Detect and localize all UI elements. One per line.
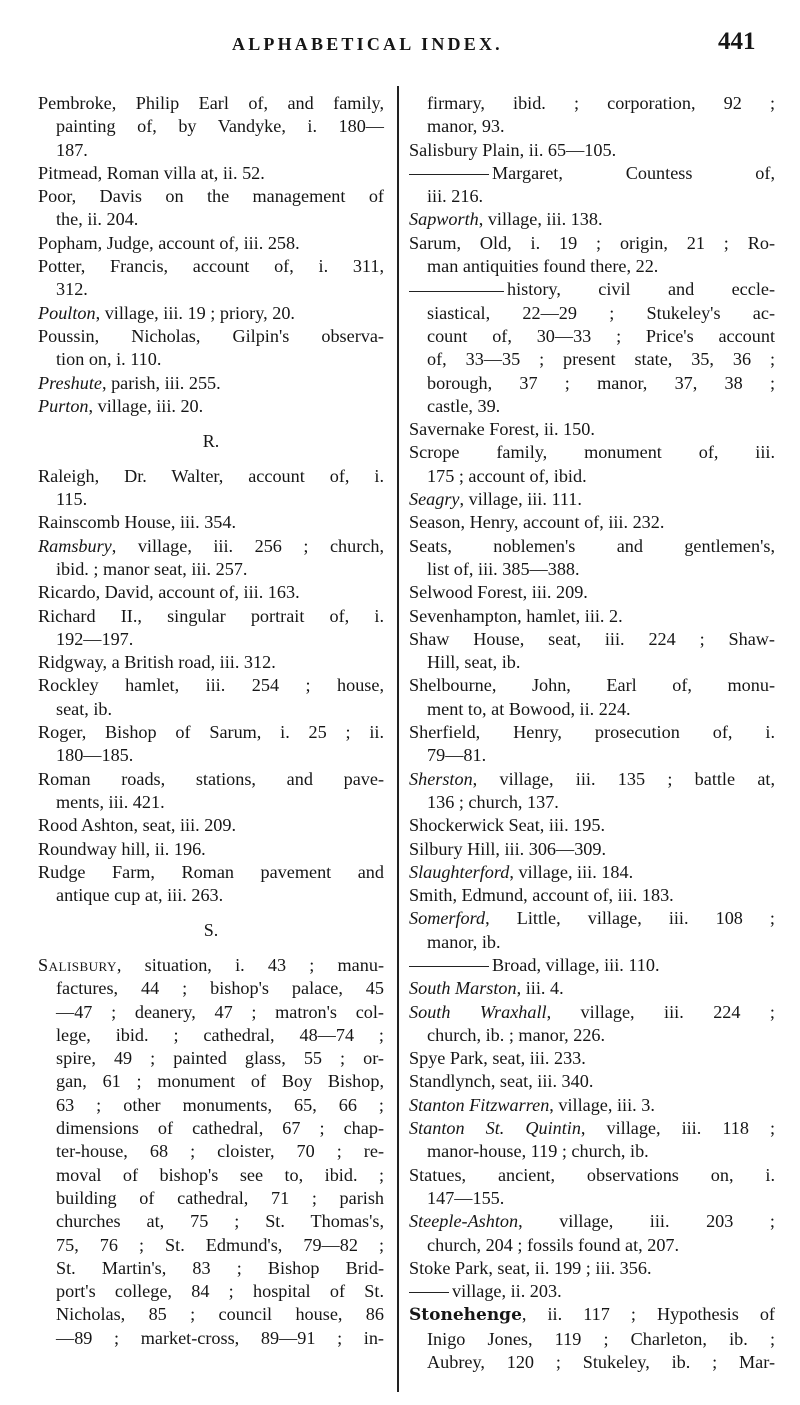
index-entry: [409, 278, 775, 418]
entry-line: [409, 372, 775, 395]
entry-text: Standlynch, seat, iii. 340.: [409, 1071, 594, 1092]
entry-text: Potter, Francis, account of, i. 311,: [38, 256, 384, 277]
entry-text: , village, iii. 256 ; church,: [111, 535, 384, 556]
index-entry: [409, 1047, 775, 1070]
entry-line: [409, 791, 775, 814]
index-entry: [38, 162, 384, 185]
entry-text: Inigo Jones, 119 ; Charleton, ib. ;: [427, 1328, 775, 1349]
entry-text: Rockley hamlet, iii. 254 ; house,: [38, 675, 384, 696]
entry-line: [409, 1047, 775, 1070]
index-entry: [409, 92, 775, 139]
entry-text: painting of, by Vandyke, i. 180—: [56, 116, 384, 137]
entry-line: [409, 861, 775, 884]
index-entry: [409, 418, 775, 441]
entry-heading: Stanton St. Quintin: [409, 1118, 581, 1139]
entry-line: [409, 651, 775, 674]
index-entry: [409, 1257, 775, 1280]
entry-text: , village, iii. 224 ;: [546, 1001, 775, 1022]
entry-text: , parish, iii. 255.: [101, 372, 221, 393]
index-entry: [409, 162, 775, 209]
entry-line: [38, 395, 384, 418]
entry-line: [409, 698, 775, 721]
entry-line: [38, 861, 384, 884]
entry-line: [38, 325, 384, 348]
entry-line: [38, 884, 384, 907]
entry-text: Savernake Forest, ii. 150.: [409, 419, 595, 440]
entry-text: village, ii. 203.: [452, 1281, 562, 1302]
entry-line: [409, 1164, 775, 1187]
entry-line: [409, 441, 775, 464]
index-entry: [409, 884, 775, 907]
entry-line: [409, 1257, 775, 1280]
ditto-dash: [409, 291, 504, 292]
entry-line: [409, 744, 775, 767]
entry-line: [38, 744, 384, 767]
entry-text: castle, 39.: [427, 395, 501, 416]
entry-text: , village, iii. 184.: [509, 861, 634, 882]
entry-heading: Poulton: [38, 302, 96, 323]
index-entry: [409, 721, 775, 768]
entry-line: [38, 1117, 384, 1140]
entry-line: [409, 418, 775, 441]
entry-text: gan, 61 ; monument of Boy Bishop,: [56, 1071, 384, 1092]
index-entry: [409, 907, 775, 954]
ditto-dash: [409, 966, 489, 967]
entry-line: [409, 768, 775, 791]
entry-text: Pitmead, Roman villa at, ii. 52.: [38, 162, 265, 183]
entry-line: [409, 954, 775, 977]
entry-line: [409, 1210, 775, 1233]
entry-text: Sarum, Old, i. 19 ; origin, 21 ; Ro-: [409, 232, 775, 253]
entry-line: [409, 558, 775, 581]
entry-text: Selwood Forest, iii. 209.: [409, 582, 588, 603]
entry-line: [409, 1094, 775, 1117]
entry-text: Broad, village, iii. 110.: [492, 954, 660, 975]
index-entry: [38, 605, 384, 652]
entry-text: Ricardo, David, account of, iii. 163.: [38, 582, 300, 603]
entry-line: [409, 325, 775, 348]
index-entry: [38, 185, 384, 232]
index-entry: [409, 1001, 775, 1048]
entry-text: the, ii. 204.: [56, 209, 139, 230]
entry-text: Shockerwick Seat, iii. 195.: [409, 815, 605, 836]
entry-line: [38, 511, 384, 534]
entry-text: 192—197.: [56, 628, 134, 649]
entry-line: [38, 1047, 384, 1070]
entry-heading: Steeple-Ashton: [409, 1211, 519, 1232]
entry-text: firmary, ibid. ; corporation, 92 ;: [427, 93, 775, 113]
entry-text: seat, ib.: [56, 698, 113, 719]
entry-line: [38, 1024, 384, 1047]
entry-line: [409, 535, 775, 558]
entry-text: St. Martin's, 83 ; Bishop Brid-: [56, 1257, 384, 1278]
entry-line: [409, 884, 775, 907]
entry-text: Sherfield, Henry, prosecution of, i.: [409, 722, 775, 743]
index-entry: [38, 814, 384, 837]
entry-heading: Ramsbury: [38, 535, 112, 556]
entry-line: [38, 1070, 384, 1093]
entry-line: [409, 185, 775, 208]
entry-text: 147—155.: [427, 1187, 505, 1208]
index-entry: [38, 255, 384, 302]
section-letter: S.: [203, 920, 219, 941]
entry-line: [409, 162, 775, 185]
entry-line: [38, 581, 384, 604]
index-entry: [409, 511, 775, 534]
entry-line: [409, 348, 775, 371]
index-entry: [38, 954, 384, 1350]
entry-text: , village, iii. 111.: [459, 489, 582, 510]
entry-line: [38, 977, 384, 1000]
entry-text: Nicholas, 85 ; council house, 86: [56, 1304, 384, 1325]
entry-line: [38, 208, 384, 231]
entry-line: [409, 1117, 775, 1140]
index-left-column: [38, 92, 384, 1350]
index-entry: [38, 511, 384, 534]
entry-text: lege, ibid. ; cathedral, 48—74 ;: [56, 1024, 384, 1045]
entry-line: [38, 698, 384, 721]
index-entry: [409, 838, 775, 861]
index-entry: [409, 814, 775, 837]
index-entry: [38, 721, 384, 768]
entry-line: [409, 92, 775, 115]
entry-text: man antiquities found there, 22.: [427, 256, 659, 277]
entry-line: [409, 1234, 775, 1257]
entry-text: Ridgway, a British road, iii. 312.: [38, 652, 276, 673]
entry-text: Stoke Park, seat, ii. 199 ; iii. 356.: [409, 1257, 652, 1278]
entry-line: [409, 232, 775, 255]
entry-line: [409, 278, 775, 301]
ditto-dash: [409, 1292, 449, 1293]
entry-text: Seats, noblemen's and gentlemen's,: [409, 535, 775, 556]
entry-text: 79—81.: [427, 745, 487, 766]
entry-line: [409, 674, 775, 697]
page-number: 441: [718, 28, 756, 55]
index-entry: [409, 605, 775, 628]
entry-line: [409, 1024, 775, 1047]
entry-line: [409, 395, 775, 418]
entry-line: [38, 814, 384, 837]
entry-line: [409, 1187, 775, 1210]
entry-heading: Sherston: [409, 768, 473, 789]
entry-line: [38, 92, 384, 115]
index-entry: [409, 768, 775, 815]
entry-line: [38, 139, 384, 162]
entry-line: [409, 605, 775, 628]
index-entry: [38, 651, 384, 674]
entry-text: ter-house, 68 ; cloister, 70 ; re-: [56, 1141, 384, 1162]
entry-line: [409, 1001, 775, 1024]
index-entry: [38, 372, 384, 395]
entry-line: [409, 465, 775, 488]
entry-text: , village, iii. 203 ;: [518, 1211, 775, 1232]
entry-line: [38, 488, 384, 511]
entry-text: Hill, seat, ib.: [427, 652, 521, 673]
index-entry: [38, 768, 384, 815]
entry-text: building of cathedral, 71 ; parish: [56, 1187, 384, 1208]
entry-text: Shaw House, seat, iii. 224 ; Shaw-: [409, 628, 775, 649]
entry-text: , Little, village, iii. 108 ;: [485, 908, 775, 929]
entry-text: ibid. ; manor seat, iii. 257.: [56, 558, 248, 579]
entry-line: [409, 814, 775, 837]
entry-text: 187.: [56, 139, 88, 160]
entry-text: manor, 93.: [427, 116, 505, 137]
entry-line: [409, 488, 775, 511]
entry-text: churches at, 75 ; St. Thomas's,: [56, 1211, 384, 1232]
entry-text: —89 ; market-cross, 89—91 ; in-: [56, 1327, 384, 1348]
entry-text: spire, 49 ; painted glass, 55 ; or-: [56, 1048, 384, 1069]
entry-text: Richard II., singular portrait of, i.: [38, 605, 384, 626]
entry-line: [38, 791, 384, 814]
entry-line: [38, 278, 384, 301]
entry-line: [38, 838, 384, 861]
entry-text: 115.: [56, 489, 88, 510]
entry-heading: Stonehenge: [409, 1305, 522, 1326]
index-entry: [409, 1094, 775, 1117]
index-entry: [38, 232, 384, 255]
entry-line: [409, 581, 775, 604]
index-right-column: [409, 92, 775, 1374]
index-entry: [409, 977, 775, 1000]
entry-text: antique cup at, iii. 263.: [56, 885, 224, 906]
entry-line: [38, 1140, 384, 1163]
running-head: [0, 30, 800, 60]
entry-text: , village, iii. 20.: [88, 395, 204, 416]
entry-text: , village, iii. 138.: [478, 209, 603, 230]
entry-text: Pembroke, Philip Earl of, and family,: [38, 93, 384, 113]
entry-line: [38, 721, 384, 744]
index-entry: [409, 208, 775, 231]
entry-line: [38, 628, 384, 651]
entry-text: Raleigh, Dr. Walter, account of, i.: [38, 465, 384, 486]
entry-line: [38, 348, 384, 371]
entry-text: 136 ; church, 137.: [427, 791, 559, 812]
entry-text: Aubrey, 120 ; Stukeley, ib. ; Mar-: [427, 1352, 775, 1373]
index-entry: [409, 139, 775, 162]
index-entry: [38, 302, 384, 325]
column-divider: [397, 86, 399, 1392]
entry-text: Poussin, Nicholas, Gilpin's observa-: [38, 325, 384, 346]
entry-text: ment to, at Bowood, ii. 224.: [427, 698, 631, 719]
index-entry: [409, 1164, 775, 1211]
entry-text: Season, Henry, account of, iii. 232.: [409, 512, 665, 533]
entry-text: Statues, ancient, observations on, i.: [409, 1164, 775, 1185]
index-entry: [38, 395, 384, 418]
entry-line: [409, 628, 775, 651]
entry-line: [409, 139, 775, 162]
entry-line: [409, 511, 775, 534]
index-entry: [38, 861, 384, 908]
entry-line: [38, 185, 384, 208]
entry-text: Sevenhampton, hamlet, iii. 2.: [409, 605, 623, 626]
entry-line: [409, 1070, 775, 1093]
entry-line: [409, 1351, 775, 1374]
index-entry: [38, 674, 384, 721]
entry-heading: Purton: [38, 395, 89, 416]
entry-text: Scrope family, monument of, iii.: [409, 442, 775, 463]
entry-text: Salisbury Plain, ii. 65—105.: [409, 139, 617, 160]
entry-text: Spye Park, seat, iii. 233.: [409, 1048, 586, 1069]
entry-line: [38, 768, 384, 791]
entry-line: [409, 255, 775, 278]
index-entry: [409, 1117, 775, 1164]
index-entry: [409, 1070, 775, 1093]
entry-line: [38, 1234, 384, 1257]
entry-text: of, 33—35 ; present state, 35, 36 ;: [427, 349, 775, 370]
entry-heading: Seagry: [409, 489, 460, 510]
entry-line: [38, 558, 384, 581]
entry-text: port's college, 84 ; hospital of St.: [56, 1281, 384, 1302]
entry-text: Rainscomb House, iii. 354.: [38, 512, 237, 533]
entry-line: [38, 372, 384, 395]
entry-text: siastical, 22—29 ; Stukeley's ac-: [427, 302, 775, 323]
entry-line: [409, 115, 775, 138]
entry-line: [38, 465, 384, 488]
entry-heading: Slaughterford: [409, 861, 510, 882]
entry-text: , village, iii. 3.: [549, 1094, 655, 1115]
ditto-dash: [409, 174, 489, 175]
entry-line: [409, 302, 775, 325]
entry-line: [38, 302, 384, 325]
entry-text: Shelbourne, John, Earl of, monu-: [409, 675, 775, 696]
entry-text: , village, iii. 135 ; battle at,: [472, 768, 775, 789]
index-entry: [409, 954, 775, 977]
entry-text: Smith, Edmund, account of, iii. 183.: [409, 885, 674, 906]
index-entry: [38, 535, 384, 582]
entry-text: —47 ; deanery, 47 ; matron's col-: [56, 1001, 384, 1022]
index-entry: [409, 1210, 775, 1257]
entry-line: [38, 1094, 384, 1117]
index-entry: [409, 628, 775, 675]
entry-text: church, ib. ; manor, 226.: [427, 1024, 606, 1045]
entry-text: borough, 37 ; manor, 37, 38 ;: [427, 372, 775, 393]
section-letter: R.: [202, 431, 220, 452]
entry-line: [409, 1280, 775, 1303]
entry-heading: Salisbury: [38, 954, 117, 975]
entry-line: [38, 1001, 384, 1024]
entry-heading: Sapworth: [409, 209, 479, 230]
entry-text: tion on, i. 110.: [56, 349, 162, 370]
entry-text: Roundway hill, ii. 196.: [38, 838, 206, 859]
index-entry: [409, 581, 775, 604]
entry-text: church, 204 ; fossils found at, 207.: [427, 1234, 680, 1255]
entry-line: [38, 954, 384, 977]
entry-text: Rudge Farm, Roman pavement and: [38, 861, 384, 882]
entry-text: , iii. 4.: [516, 978, 564, 999]
entry-text: dimensions of cathedral, 67 ; chap-: [56, 1118, 384, 1139]
entry-text: manor, ib.: [427, 931, 501, 952]
entry-text: count of, 30—33 ; Price's account: [427, 325, 775, 346]
entry-line: [409, 977, 775, 1000]
entry-text: , village, iii. 19 ; priory, 20.: [95, 302, 295, 323]
entry-line: [409, 907, 775, 930]
entry-line: [38, 1257, 384, 1280]
running-head-title: ALPHABETICAL INDEX.: [232, 34, 503, 54]
entry-line: [38, 674, 384, 697]
entry-text: manor-house, 119 ; church, ib.: [427, 1141, 649, 1162]
index-entry: [38, 465, 384, 512]
entry-line: [38, 605, 384, 628]
entry-heading: Stanton Fitzwarren: [409, 1094, 550, 1115]
entry-line: [38, 232, 384, 255]
entry-line: [38, 1210, 384, 1233]
entry-text: Silbury Hill, iii. 306—309.: [409, 838, 607, 859]
entry-text: Popham, Judge, account of, iii. 258.: [38, 232, 300, 253]
entry-text: 63 ; other monuments, 65, 66 ;: [56, 1094, 384, 1115]
entry-text: list of, iii. 385—388.: [427, 558, 580, 579]
entry-line: [409, 1140, 775, 1163]
entry-text: 180—185.: [56, 745, 134, 766]
entry-line: [409, 208, 775, 231]
entry-text: Rood Ashton, seat, iii. 209.: [38, 815, 237, 836]
index-entry: [409, 535, 775, 582]
index-entry: [409, 674, 775, 721]
index-entry: [38, 92, 384, 162]
entry-line: [38, 1280, 384, 1303]
entry-text: 175 ; account of, ibid.: [427, 465, 587, 486]
index-entry: [409, 441, 775, 488]
entry-line: [409, 1303, 775, 1327]
entry-heading: Somerford: [409, 908, 486, 929]
entry-line: [38, 1327, 384, 1350]
index-entry: [409, 861, 775, 884]
index-entry: [409, 1303, 775, 1374]
entry-heading: South Wraxhall: [409, 1001, 547, 1022]
index-entry: [38, 325, 384, 372]
entry-text: ments, iii. 421.: [56, 791, 165, 812]
entry-line: [38, 162, 384, 185]
entry-heading: South Marston: [409, 978, 517, 999]
entry-text: , ii. 117 ; Hypothesis of: [521, 1304, 775, 1325]
entry-line: [409, 931, 775, 954]
index-entry: [38, 581, 384, 604]
index-entry: [409, 1280, 775, 1303]
entry-line: [38, 255, 384, 278]
entry-text: Poor, Davis on the management of: [38, 186, 384, 207]
entry-text: moval of bishop's see to, ibid. ;: [56, 1164, 384, 1185]
entry-line: [38, 115, 384, 138]
entry-line: [38, 1303, 384, 1326]
entry-text: 312.: [56, 279, 88, 300]
entry-line: [409, 1328, 775, 1351]
entry-line: [409, 721, 775, 744]
entry-line: [38, 535, 384, 558]
entry-text: Roger, Bishop of Sarum, i. 25 ; ii.: [38, 722, 384, 743]
entry-text: Margaret, Countess of,: [492, 162, 775, 183]
entry-text: 75, 76 ; St. Edmund's, 79—82 ;: [56, 1234, 384, 1255]
entry-text: , situation, i. 43 ; manu-: [116, 954, 384, 975]
index-entry: [409, 488, 775, 511]
entry-heading: Preshute: [38, 372, 102, 393]
entry-text: history, civil and eccle-: [507, 279, 775, 300]
entry-text: Roman roads, stations, and pave-: [38, 768, 384, 789]
entry-text: factures, 44 ; bishop's palace, 45: [56, 978, 384, 999]
entry-line: [38, 1164, 384, 1187]
index-entry: [409, 232, 775, 279]
entry-line: [38, 1187, 384, 1210]
entry-text: , village, iii. 118 ;: [580, 1118, 776, 1139]
entry-line: [409, 838, 775, 861]
entry-text: iii. 216.: [427, 186, 484, 207]
entry-line: [38, 651, 384, 674]
index-entry: [38, 838, 384, 861]
